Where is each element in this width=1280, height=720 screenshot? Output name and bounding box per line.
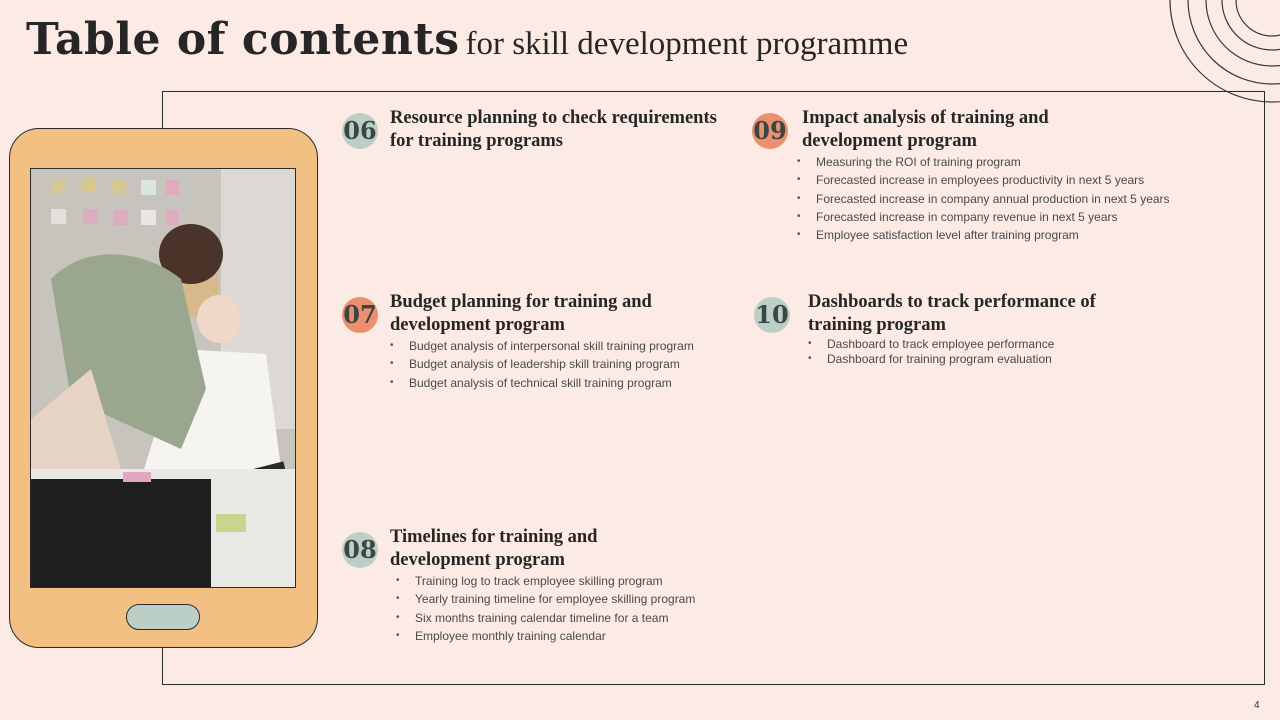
phone-illustration [9, 128, 318, 648]
list-item: • Budget analysis of leadership skill training program [409, 355, 710, 373]
list-item: • Six months training calendar timeline for a team [415, 609, 690, 627]
section-number-badge: 06 [342, 113, 378, 149]
section-heading[interactable]: Timelines for training and development program [390, 527, 598, 570]
section-heading[interactable]: Resource planning to check requirements for training programs [390, 108, 717, 151]
section-heading[interactable]: Impact analysis of training and development program [802, 108, 1049, 151]
section-number-badge: 08 [342, 532, 378, 568]
page-title [26, 14, 908, 65]
list-item: • Dashboard for training program evaluation [827, 352, 1108, 367]
bullet-list [827, 337, 1108, 366]
list-item: • Employee satisfaction level after training program [816, 226, 1102, 244]
decorative-rings [1168, 0, 1280, 104]
list-item: • Dashboard to track employee performance [827, 337, 1108, 352]
list-item: • Forecasted increase in company annual production in next 5 years [816, 190, 1102, 208]
title-rest: for skill development programme [465, 26, 909, 62]
section-07 [390, 291, 710, 392]
list-item: • Yearly training timeline for employee skilling program [415, 590, 690, 608]
bullet-list [415, 572, 696, 645]
page-number: 4 [1254, 700, 1260, 711]
phone-screen-photo [30, 168, 296, 588]
section-heading[interactable]: Budget planning for training and development program [390, 292, 652, 335]
phone-home-button [126, 604, 200, 630]
list-item: • Budget analysis of technical skill training program [409, 374, 710, 392]
list-item: • Employee monthly training calendar [415, 627, 690, 645]
list-item: • Training log to track employee skilling program [415, 572, 690, 590]
section-number-badge: 09 [752, 113, 788, 149]
title-bold: Table of contents [26, 14, 460, 65]
section-09 [802, 107, 1170, 244]
section-number-badge: 07 [342, 297, 378, 333]
list-item: • Forecasted increase in company revenue in next 5 years [816, 208, 1102, 226]
section-10 [808, 291, 1108, 366]
bullet-list [409, 337, 710, 392]
list-item: • Forecasted increase in employees productivity in next 5 years [816, 171, 1102, 189]
section-06 [390, 107, 720, 153]
section-08 [390, 526, 696, 645]
list-item: • Budget analysis of interpersonal skill training program [409, 337, 710, 355]
bullet-list [816, 153, 1170, 244]
section-heading[interactable]: Dashboards to track performance of training program [808, 292, 1096, 335]
list-item: • Measuring the ROI of training program [816, 153, 1102, 171]
section-number-badge: 10 [754, 297, 790, 333]
